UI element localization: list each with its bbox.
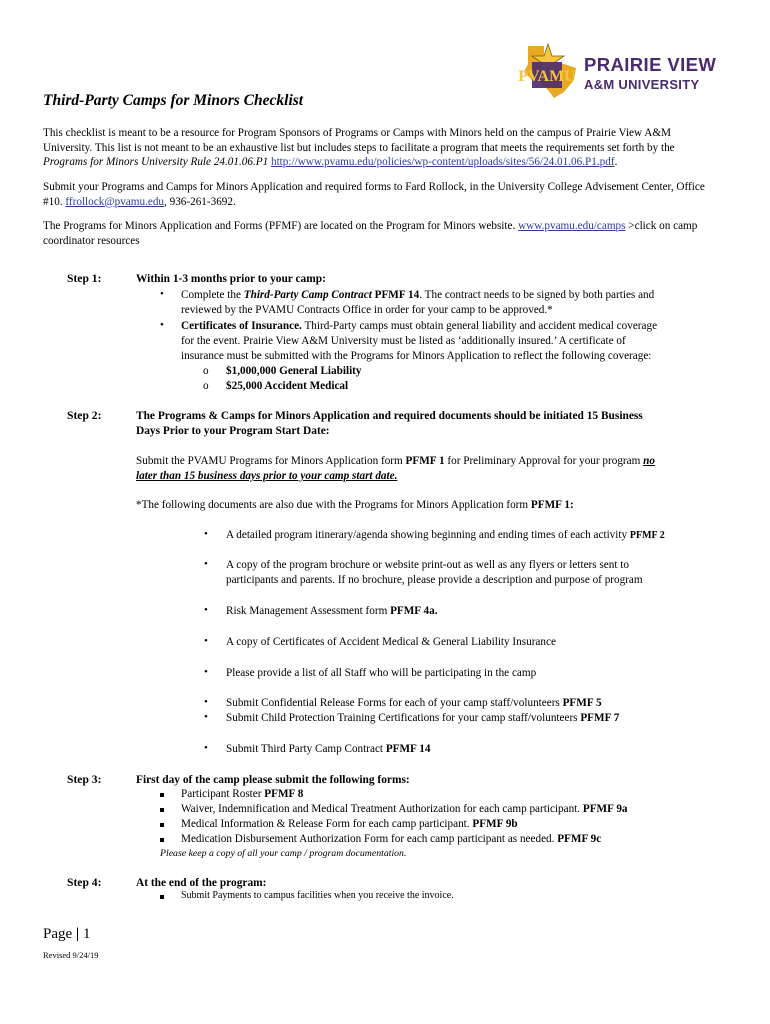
logo-line2: A&M UNIVERSITY	[584, 77, 700, 92]
step2-submit-text: Submit the PVAMU Programs for Minors Application form PFMF 1 for Preliminary Approval for your program no later than 15 business days prior to your camp start date.	[136, 455, 655, 482]
intro-line1: This checklist is meant to be a resource for Program Sponsors of Programs or Camps with Minors held on the campus of Prairie View A&M	[43, 127, 672, 139]
policy-link[interactable]: http://www.pvamu.edu/policies/wp-content/uploads/sites/56/24.01.06.P1.pdf	[270, 156, 615, 169]
rule-name: Programs for Minors University Rule 24.01.06.P1	[43, 156, 269, 169]
first-day-item-medical: Medical Information & Release Form for each camp participant. PFMF 9b	[181, 818, 518, 830]
doc-item-itinerary: A detailed program itinerary/agenda showing beginning and ending times of each activity PFMF 2	[226, 529, 665, 541]
page-title: Third-Party Camps for Minors Checklist	[43, 92, 304, 109]
bullet-icon: •	[160, 319, 164, 331]
end-item-payments: Submit Payments to campus facilities when you receive the invoice.	[181, 890, 454, 901]
step1-item-insurance-line2: for the event. Prairie View A&M University must be listed as ‘additionally insured.’ A certificate of	[181, 335, 626, 347]
doc-item-contract: Submit Third Party Camp Contract PFMF 14	[226, 743, 431, 755]
revised-date: Revised 9/24/19	[43, 950, 99, 960]
bullet-icon: •	[204, 711, 208, 723]
step1-heading: Within 1-3 months prior to your camp:	[136, 273, 326, 285]
email-link[interactable]: ffrollock@pvamu.edu	[65, 195, 165, 208]
intro-paragraph	[43, 126, 733, 170]
doc-item-staff-list: Please provide a list of all Staff who will be participating in the camp	[226, 667, 537, 679]
step4-heading: At the end of the program:	[136, 877, 267, 889]
doc-item-certificates: A copy of Certificates of Accident Medical & General Liability Insurance	[226, 636, 556, 648]
step3-label: Step 3:	[67, 773, 102, 786]
square-bullet-icon	[160, 895, 164, 899]
step1-item-insurance-line3: insurance must be submitted with the Programs for Minors Application to reflect the following coverage:	[181, 350, 652, 362]
first-day-item-medication: Medication Disbursement Authorization Form for each camp participant as needed. PFMF 9c	[181, 833, 602, 845]
texas-star-emblem	[514, 42, 584, 104]
bullet-icon: •	[204, 558, 208, 570]
camps-link[interactable]: www.pvamu.edu/camps	[518, 220, 626, 232]
bullet-icon: •	[204, 635, 208, 647]
step2-label: Step 2:	[67, 409, 102, 422]
circle-bullet-icon: o	[203, 365, 209, 377]
bullet-icon: •	[204, 528, 208, 540]
coverage-liability: $1,000,000 General Liability	[226, 365, 362, 377]
circle-bullet-icon: o	[203, 380, 209, 392]
pfmf-line2: coordinator resources	[43, 234, 140, 247]
intro-line3: Programs for Minors University Rule 24.01.06.P1 http://www.pvamu.edu/policies/wp-content/uploads/sites/56/24.01.06.P1.pdf.	[43, 156, 618, 169]
intro-line2: University. This list is not meant to be an exhaustive list but includes steps to facilitate a program that meets the requirements set forth by the	[43, 141, 675, 154]
documentation-note: Please keep a copy of all your camp / program documentation.	[160, 848, 407, 859]
step2-also-due: *The following documents are also due with the Programs for Minors Application form PFMF 1:	[136, 499, 574, 511]
doc-item-training: Submit Child Protection Training Certifications for your camp staff/volunteers PFMF 7	[226, 712, 620, 724]
step1-item-contract-line2: reviewed by the PVAMU Contracts Office in order for your camp to be approved.*	[181, 304, 553, 316]
bullet-icon: •	[204, 604, 208, 616]
doc-item-brochure: A copy of the program brochure or website print-out as well as any flyers or letters sent to participants and parents. If no brochure, please provide a description and purpose of program	[226, 559, 643, 586]
step1-item-insurance: Certificates of Insurance. Third-Party camps must obtain general liability and accident medical coverage	[181, 320, 658, 332]
step3-heading: First day of the camp please submit the following forms:	[136, 774, 410, 786]
square-bullet-icon	[160, 838, 164, 842]
step1-item-contract: Complete the Third-Party Camp Contract PFMF 14. The contract needs to be signed by both parties and	[181, 289, 655, 301]
square-bullet-icon	[160, 823, 164, 827]
bullet-icon: •	[160, 288, 164, 300]
doc-item-risk: Risk Management Assessment form PFMF 4a.	[226, 605, 438, 617]
first-day-item-waiver: Waiver, Indemnification and Medical Treatment Authorization for each camp participant. PFMF 9a	[181, 803, 628, 815]
logo-mark-text: PVAMU	[518, 68, 576, 85]
submit-line1: Submit your Programs and Camps for Minors Application and required forms to Fard Rollock, in the University College Advisement Center, Office	[43, 181, 705, 193]
logo-line1: PRAIRIE VIEW	[584, 54, 717, 75]
step1-label: Step 1:	[67, 272, 102, 285]
square-bullet-icon	[160, 808, 164, 812]
page-number: Page | 1	[43, 926, 91, 942]
bullet-icon: •	[204, 742, 208, 754]
coverage-medical: $25,000 Accident Medical	[226, 380, 349, 392]
doc-item-release-forms: Submit Confidential Release Forms for each of your camp staff/volunteers PFMF 5	[226, 697, 602, 709]
pfmf-line1: The Programs for Minors Application and Forms (PFMF) are located on the Program for Minors website. www.pvamu.edu/camps >click on camp	[43, 220, 698, 232]
square-bullet-icon	[160, 793, 164, 797]
bullet-icon: •	[204, 666, 208, 678]
pfmf-paragraph	[43, 219, 733, 248]
university-logo	[514, 42, 729, 104]
bullet-icon: •	[204, 696, 208, 708]
step4-label: Step 4:	[67, 876, 102, 889]
submit-paragraph	[43, 180, 733, 209]
first-day-item-roster: Participant Roster PFMF 8	[181, 788, 304, 800]
step2-heading: The Programs & Camps for Minors Application and required documents should be initiated 15 Business Days Prior to your Program Start Date:	[136, 410, 643, 437]
submit-line2: #10. ffrollock@pvamu.edu, 936-261-3692.	[43, 195, 236, 208]
